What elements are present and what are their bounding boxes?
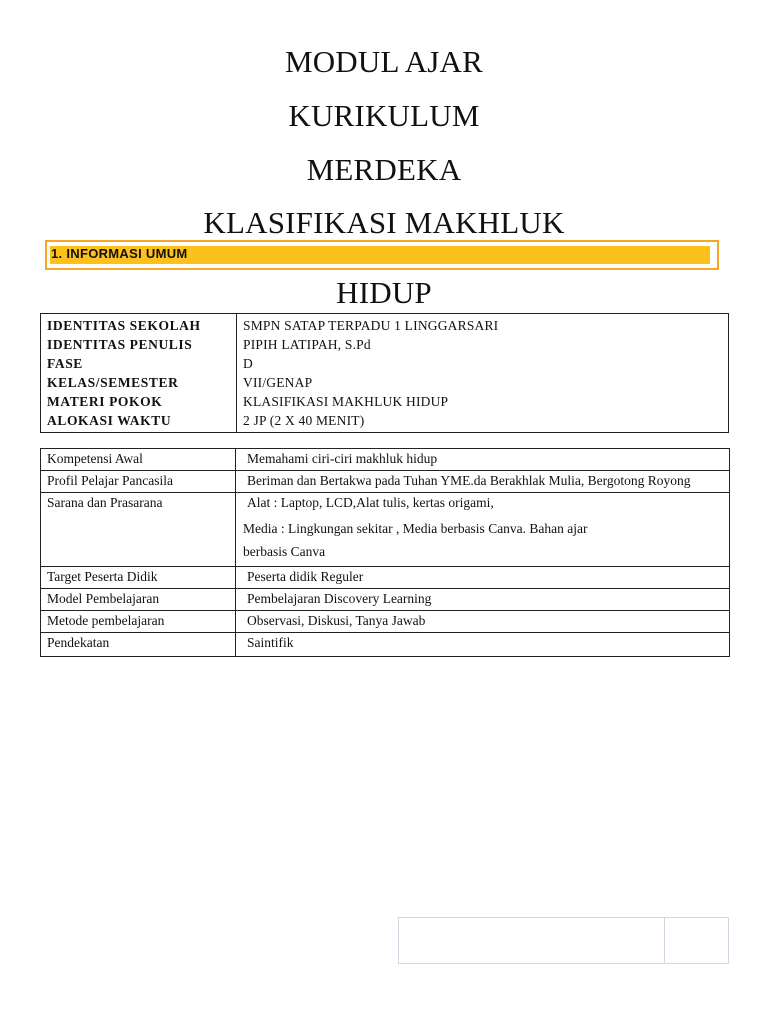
info-value: Beriman dan Bertakwa pada Tuhan YME.da Berakhlak Mulia, Bergotong Royong bbox=[236, 471, 730, 493]
identity-label: FASE bbox=[41, 354, 237, 373]
info-table bbox=[40, 448, 730, 657]
identity-table bbox=[40, 313, 729, 433]
identity-label: IDENTITAS PENULIS bbox=[41, 335, 237, 354]
title-line-1: MODUL AJAR bbox=[284, 44, 484, 79]
sarana-media-cont: berbasis Canva bbox=[243, 544, 326, 559]
title-line-5: HIDUP bbox=[336, 275, 432, 310]
table-row bbox=[41, 567, 730, 589]
table-row bbox=[41, 392, 729, 411]
sarana-media: Media : Lingkungan sekitar , Media berbasis Canva. Bahan ajar bbox=[243, 521, 588, 536]
info-value: Observasi, Diskusi, Tanya Jawab bbox=[236, 611, 730, 633]
sarana-alat: Alat : Laptop, LCD,Alat tulis, kertas origami, bbox=[247, 495, 494, 510]
info-label: Model Pembelajaran bbox=[41, 589, 236, 611]
table-row bbox=[41, 493, 730, 567]
identity-label: KELAS/SEMESTER bbox=[41, 373, 237, 392]
footer-box bbox=[398, 917, 729, 964]
table-row bbox=[41, 471, 730, 493]
table-row bbox=[41, 354, 729, 373]
info-label: Target Peserta Didik bbox=[41, 567, 236, 589]
info-value-sarana bbox=[236, 493, 730, 567]
info-label: Metode pembelajaran bbox=[41, 611, 236, 633]
info-label: Profil Pelajar Pancasila bbox=[41, 471, 236, 493]
footer-divider bbox=[664, 918, 665, 963]
table-row bbox=[41, 314, 729, 336]
identity-value: KLASIFIKASI MAKHLUK HIDUP bbox=[243, 394, 449, 409]
info-value: Memahami ciri-ciri makhluk hidup bbox=[236, 449, 730, 471]
table-row bbox=[41, 611, 730, 633]
identity-value: VII/GENAP bbox=[243, 375, 313, 390]
info-label: Pendekatan bbox=[41, 633, 236, 657]
info-label: Sarana dan Prasarana bbox=[41, 493, 236, 567]
identity-label: MATERI POKOK bbox=[41, 392, 237, 411]
identity-value: SMPN SATAP TERPADU 1 LINGGARSARI bbox=[243, 318, 499, 333]
section-heading-banner bbox=[45, 240, 719, 270]
table-row bbox=[41, 335, 729, 354]
title-line-2: KURIKULUM bbox=[288, 98, 480, 133]
table-row bbox=[41, 411, 729, 433]
identity-value: PIPIH LATIPAH, S.Pd bbox=[243, 337, 371, 352]
table-row bbox=[41, 633, 730, 657]
identity-label: ALOKASI WAKTU bbox=[41, 411, 237, 433]
table-row bbox=[41, 449, 730, 471]
table-row bbox=[41, 373, 729, 392]
info-value: Saintifik bbox=[236, 633, 730, 657]
identity-value: 2 JP (2 X 40 MENIT) bbox=[243, 413, 365, 428]
table-row bbox=[41, 589, 730, 611]
identity-label: IDENTITAS SEKOLAH bbox=[41, 314, 237, 336]
title-line-4: KLASIFIKASI MAKHLUK bbox=[203, 205, 565, 240]
info-value: Pembelajaran Discovery Learning bbox=[236, 589, 730, 611]
title-line-3: MERDEKA bbox=[306, 152, 462, 187]
section-heading: 1. INFORMASI UMUM bbox=[51, 246, 188, 261]
info-label: Kompetensi Awal bbox=[41, 449, 236, 471]
identity-value: D bbox=[243, 356, 253, 371]
info-value: Peserta didik Reguler bbox=[236, 567, 730, 589]
